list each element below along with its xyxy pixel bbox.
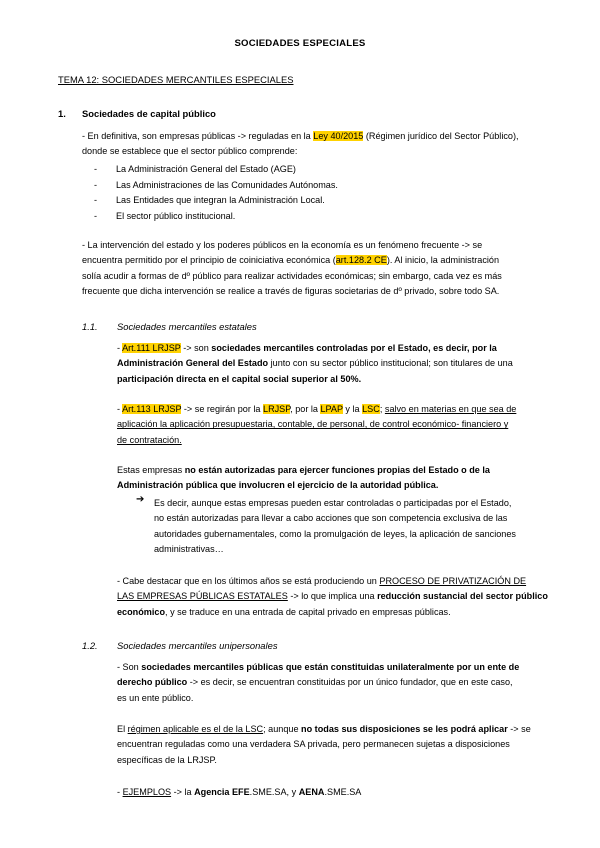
text: junto con su sector público institucional; son titulares de una xyxy=(268,358,513,369)
list-item: - La Administración General del Estado (AGE) xyxy=(94,162,338,178)
highlight-lpap: LPAP xyxy=(320,404,343,414)
s11-paragraph-d xyxy=(154,496,516,558)
list-item: - El sector público institucional. xyxy=(94,209,338,225)
highlight-art-113: Art.113 LRJSP xyxy=(122,404,182,414)
text: administrativas… xyxy=(154,544,224,555)
highlight-lrjsp: LRJSP xyxy=(263,404,291,414)
text: ; xyxy=(379,404,385,414)
text: Administración General del Estado xyxy=(117,358,269,369)
text: , y se traduce en una entrada de capital privado en empresas públicas. xyxy=(165,606,451,617)
text: , por la xyxy=(290,404,321,414)
arrow-bullet-icon: ➔ xyxy=(136,494,145,505)
s1-bullet-list xyxy=(94,162,338,224)
text: -> la xyxy=(171,787,195,797)
topic-heading: TEMA 12: SOCIEDADES MERCANTILES ESPECIALES xyxy=(58,74,294,85)
s11-paragraph-e xyxy=(117,574,548,620)
highlight-art-128: art.128.2 CE xyxy=(335,255,387,266)
text: - La intervención del estado y los poderes públicos en la economía es un fenómeno frecuente -> se xyxy=(82,240,483,250)
text: -> se regirán por la xyxy=(181,404,264,414)
text: sociedades mercantiles controladas por el Estado, es decir, por la xyxy=(211,343,497,353)
section-1-1-number: 1.1. xyxy=(82,321,98,332)
highlight-lsc: LSC xyxy=(362,404,380,414)
text: específicas de la LRJSP. xyxy=(117,754,217,765)
text: ). Al inicio, la administración xyxy=(386,255,500,266)
text: autoridades gubernamentales, como la promulgación de leyes, la aplicación de sanciones xyxy=(154,528,516,539)
text: LAS EMPRESAS PÚBLICAS ESTATALES xyxy=(117,591,288,602)
s12-paragraph-a xyxy=(117,660,519,706)
text: no están autorizadas para ejercer funciones propias del Estado o de la xyxy=(184,465,490,475)
text: -> se xyxy=(507,724,531,734)
text: donde se establece que el sector público comprende: xyxy=(82,146,298,157)
s12-paragraph-c xyxy=(117,785,361,800)
text: -> es decir, se encuentran constituidas por un único fundador, que en este caso, xyxy=(187,677,513,688)
text: ; aunque xyxy=(263,724,302,734)
text: de contratación. xyxy=(117,434,182,445)
text: frecuente que dicha intervención se realice a través de figuras societarias de dº privado, sobre todo SA. xyxy=(82,286,500,297)
section-1-title: Sociedades de capital público xyxy=(82,108,216,119)
text: AENA xyxy=(298,787,325,797)
text: no todas sus disposiciones se les podrá aplicar xyxy=(301,724,508,734)
text: Es decir, aunque estas empresas pueden estar controladas o participadas por el Estado, xyxy=(154,498,512,508)
section-1-1-heading xyxy=(82,321,257,332)
s1-paragraph-2 xyxy=(82,238,502,300)
text: encuentra permitido por el principio de coiniciativa económica ( xyxy=(82,255,336,266)
text: -> lo que implica una xyxy=(287,591,378,602)
section-1-1-title: Sociedades mercantiles estatales xyxy=(117,321,257,332)
list-item: - Las Administraciones de las Comunidades Autónomas. xyxy=(94,178,338,194)
text: económico xyxy=(117,606,166,617)
text: régimen aplicable es el de la LSC xyxy=(127,724,264,734)
text: -> son xyxy=(180,343,212,353)
text: EJEMPLOS xyxy=(122,787,172,797)
s11-paragraph-b xyxy=(117,402,516,448)
section-1-2-number: 1.2. xyxy=(82,640,98,651)
text: - Son xyxy=(117,662,142,672)
text: - xyxy=(117,787,123,797)
text: Agencia EFE xyxy=(194,787,250,797)
text: .SME.SA xyxy=(324,787,362,797)
text: salvo en materias en que sea de xyxy=(384,404,517,414)
highlight-art-111: Art.111 LRJSP xyxy=(122,343,181,353)
section-1-2-title: Sociedades mercantiles unipersonales xyxy=(117,640,278,651)
text: Administración pública que involucren el ejercicio de la autoridad pública. xyxy=(117,480,439,491)
section-1-number: 1. xyxy=(58,108,66,119)
text: encuentran reguladas como una verdadera SA privada, pero permanecen sujetas a disposiciones xyxy=(117,739,510,750)
text: solía acudir a formas de dº público para realizar actividades económicas; sin embargo, cada vez es más xyxy=(82,270,502,281)
text: - En definitiva, son empresas públicas -> reguladas en la xyxy=(82,131,314,141)
text: - xyxy=(117,404,123,414)
text: y la xyxy=(342,404,363,414)
text: - xyxy=(117,343,123,353)
s12-paragraph-b xyxy=(117,722,531,768)
list-item: - Las Entidades que integran la Administración Local. xyxy=(94,193,338,209)
text: PROCESO DE PRIVATIZACIÓN DE xyxy=(379,576,527,586)
text: sociedades mercantiles públicas que están constituidas unilateralmente por un ente de xyxy=(141,662,520,672)
s11-paragraph-c xyxy=(117,463,490,494)
text: .SME.SA, y xyxy=(249,787,299,797)
text: reducción sustancial del sector público xyxy=(377,591,548,602)
highlight-ley: Ley 40/2015 xyxy=(313,131,364,141)
text: aplicación la aplicación presupuestaria, contable, de personal, de control económico- financiero y xyxy=(117,419,509,430)
text: Estas empresas xyxy=(117,465,185,475)
text: El xyxy=(117,724,128,734)
text: derecho público xyxy=(117,677,188,688)
s11-paragraph-a xyxy=(117,341,513,387)
text: participación directa en el capital social superior al 50%. xyxy=(117,373,362,384)
section-1-heading xyxy=(58,108,216,119)
text: - Cabe destacar que en los últimos años se está produciendo un xyxy=(117,576,380,586)
section-1-2-heading xyxy=(82,640,278,651)
document-title: SOCIEDADES ESPECIALES xyxy=(234,38,366,49)
text: es un ente público. xyxy=(117,692,194,703)
s1-paragraph-1 xyxy=(82,129,519,160)
text: (Régimen jurídico del Sector Público), xyxy=(363,131,519,141)
text: no están autorizadas para llevar a cabo acciones que son competencia exclusiva de las xyxy=(154,513,508,524)
